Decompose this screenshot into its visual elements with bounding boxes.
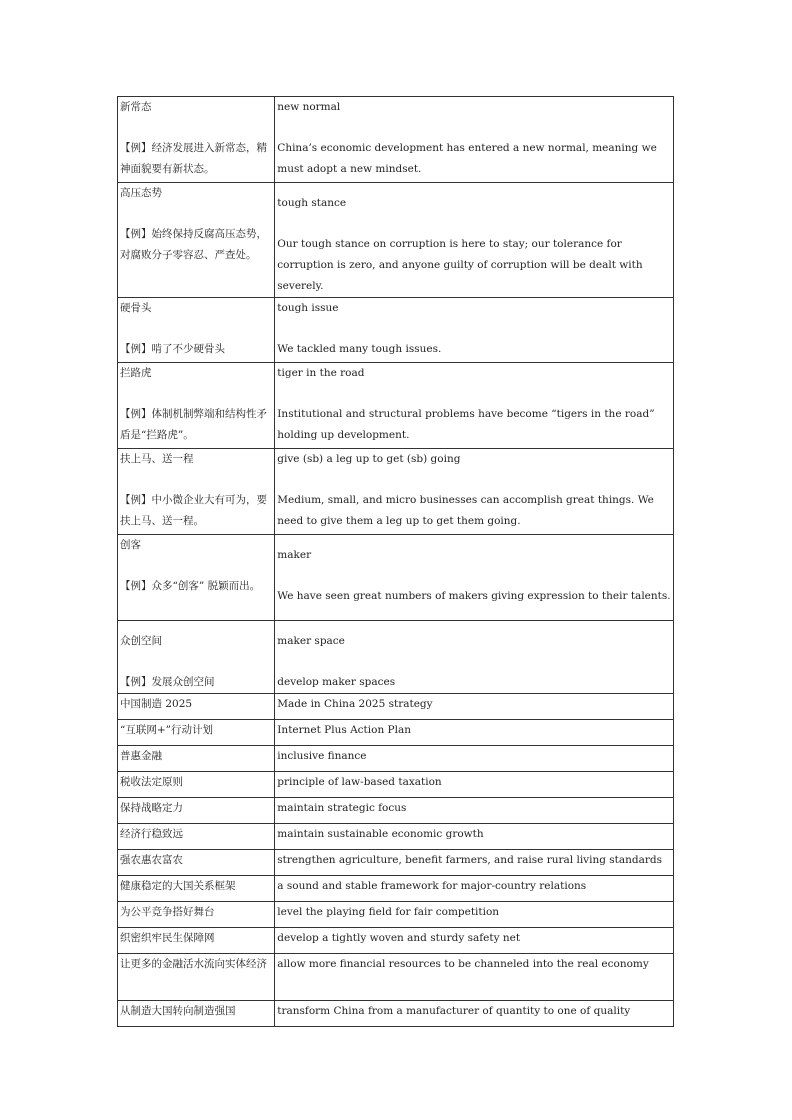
term-chinese: 让更多的金融活水流向实体经济 [118, 954, 275, 1001]
english-cell [275, 621, 674, 694]
english-cell [275, 183, 674, 298]
example-english: Institutional and structural problems have become “tigers in the road” holding up development. [277, 408, 655, 441]
english-cell [275, 298, 674, 363]
example-english: Medium, small, and micro businesses can accomplish great things. We need to give them a leg up to get them going. [277, 494, 654, 527]
example-chinese: 【例】体制机制弊端和结构性矛盾是“拦路虎”。 [120, 408, 267, 441]
term-english: new normal [277, 101, 341, 113]
example-english: Our tough stance on corruption is here to stay; our tolerance for corruption is zero, and anyone guilty of corruption will be dealt with severely. [277, 238, 643, 292]
term-chinese: 保持战略定力 [118, 798, 275, 824]
english-cell [275, 97, 674, 183]
term-chinese: 织密织牢民生保障网 [118, 928, 275, 954]
term-chinese: 为公平竞争搭好舞台 [118, 902, 275, 928]
term-chinese: 税收法定原则 [118, 772, 275, 798]
term-english: principle of law-based taxation [275, 772, 674, 798]
table-row [118, 772, 674, 798]
table-row [118, 97, 674, 183]
table-row [118, 363, 674, 449]
chinese-cell [118, 363, 275, 449]
term-english: a sound and stable framework for major-country relations [275, 876, 674, 902]
table-row [118, 876, 674, 902]
term-english: maintain sustainable economic growth [275, 824, 674, 850]
term-english: transform China from a manufacturer of quantity to one of quality [275, 1001, 674, 1027]
table-row [118, 850, 674, 876]
example-english: We tackled many tough issues. [277, 343, 442, 355]
term-english: tiger in the road [277, 367, 365, 379]
chinese-cell [118, 621, 275, 694]
table-row [118, 824, 674, 850]
term-english: strengthen agriculture, benefit farmers, and raise rural living standards [275, 850, 674, 876]
term-chinese: 拦路虎 [120, 367, 152, 379]
term-english: allow more financial resources to be channeled into the real economy [275, 954, 674, 1001]
term-chinese: 高压态势 [120, 187, 162, 199]
term-english: give (sb) a leg up to get (sb) going [277, 453, 461, 465]
term-english: inclusive finance [275, 746, 674, 772]
term-chinese: 从制造大国转向制造强国 [118, 1001, 275, 1027]
term-chinese: 经济行稳致远 [118, 824, 275, 850]
term-english: tough issue [277, 302, 339, 314]
english-cell [275, 449, 674, 535]
example-chinese: 【例】始终保持反腐高压态势，对腐败分子零容忍、严查处。 [120, 228, 267, 261]
example-chinese: 【例】众多“创客” 脱颖而出。 [120, 580, 261, 592]
term-english: maker [277, 549, 312, 561]
chinese-cell [118, 298, 275, 363]
term-chinese: 众创空间 [120, 635, 162, 647]
example-chinese: 【例】发展众创空间 [120, 676, 215, 688]
table-row [118, 1001, 674, 1027]
english-cell [275, 535, 674, 621]
example-english: China’s economic development has entered a new normal, meaning we must adopt a new mindset. [277, 142, 657, 175]
chinese-cell [118, 183, 275, 298]
term-english: Internet Plus Action Plan [275, 720, 674, 746]
chinese-cell [118, 97, 275, 183]
example-chinese: 【例】中小微企业大有可为，要扶上马、送一程。 [120, 494, 267, 527]
example-english: We have seen great numbers of makers giving expression to their talents. [277, 590, 671, 602]
table-row [118, 928, 674, 954]
table-row [118, 798, 674, 824]
term-chinese: “互联网+”行动计划 [118, 720, 275, 746]
table-row [118, 621, 674, 694]
term-chinese: 健康稳定的大国关系框架 [118, 876, 275, 902]
chinese-cell [118, 535, 275, 621]
term-chinese: 中国制造 2025 [118, 694, 275, 720]
example-english: develop maker spaces [277, 676, 396, 688]
term-english: Made in China 2025 strategy [275, 694, 674, 720]
term-chinese: 普惠金融 [118, 746, 275, 772]
table-row [118, 902, 674, 928]
term-english: tough stance [277, 197, 347, 209]
table-row [118, 746, 674, 772]
chinese-cell [118, 449, 275, 535]
example-chinese: 【例】啃了不少硬骨头 [120, 343, 225, 355]
table-row [118, 535, 674, 621]
term-english: maintain strategic focus [275, 798, 674, 824]
table-row [118, 694, 674, 720]
term-chinese: 扶上马、送一程 [120, 453, 194, 465]
term-english: level the playing field for fair competition [275, 902, 674, 928]
table-row [118, 720, 674, 746]
example-chinese: 【例】经济发展进入新常态，精神面貌要有新状态。 [120, 142, 267, 175]
glossary-table [117, 96, 674, 1027]
term-english: maker space [277, 635, 345, 647]
term-chinese: 硬骨头 [120, 302, 152, 314]
table-row [118, 954, 674, 1001]
term-chinese: 强农惠农富农 [118, 850, 275, 876]
table-row [118, 449, 674, 535]
table-row [118, 298, 674, 363]
english-cell [275, 363, 674, 449]
table-row [118, 183, 674, 298]
term-english: develop a tightly woven and sturdy safety net [275, 928, 674, 954]
term-chinese: 创客 [120, 539, 141, 551]
term-chinese: 新常态 [120, 101, 152, 113]
